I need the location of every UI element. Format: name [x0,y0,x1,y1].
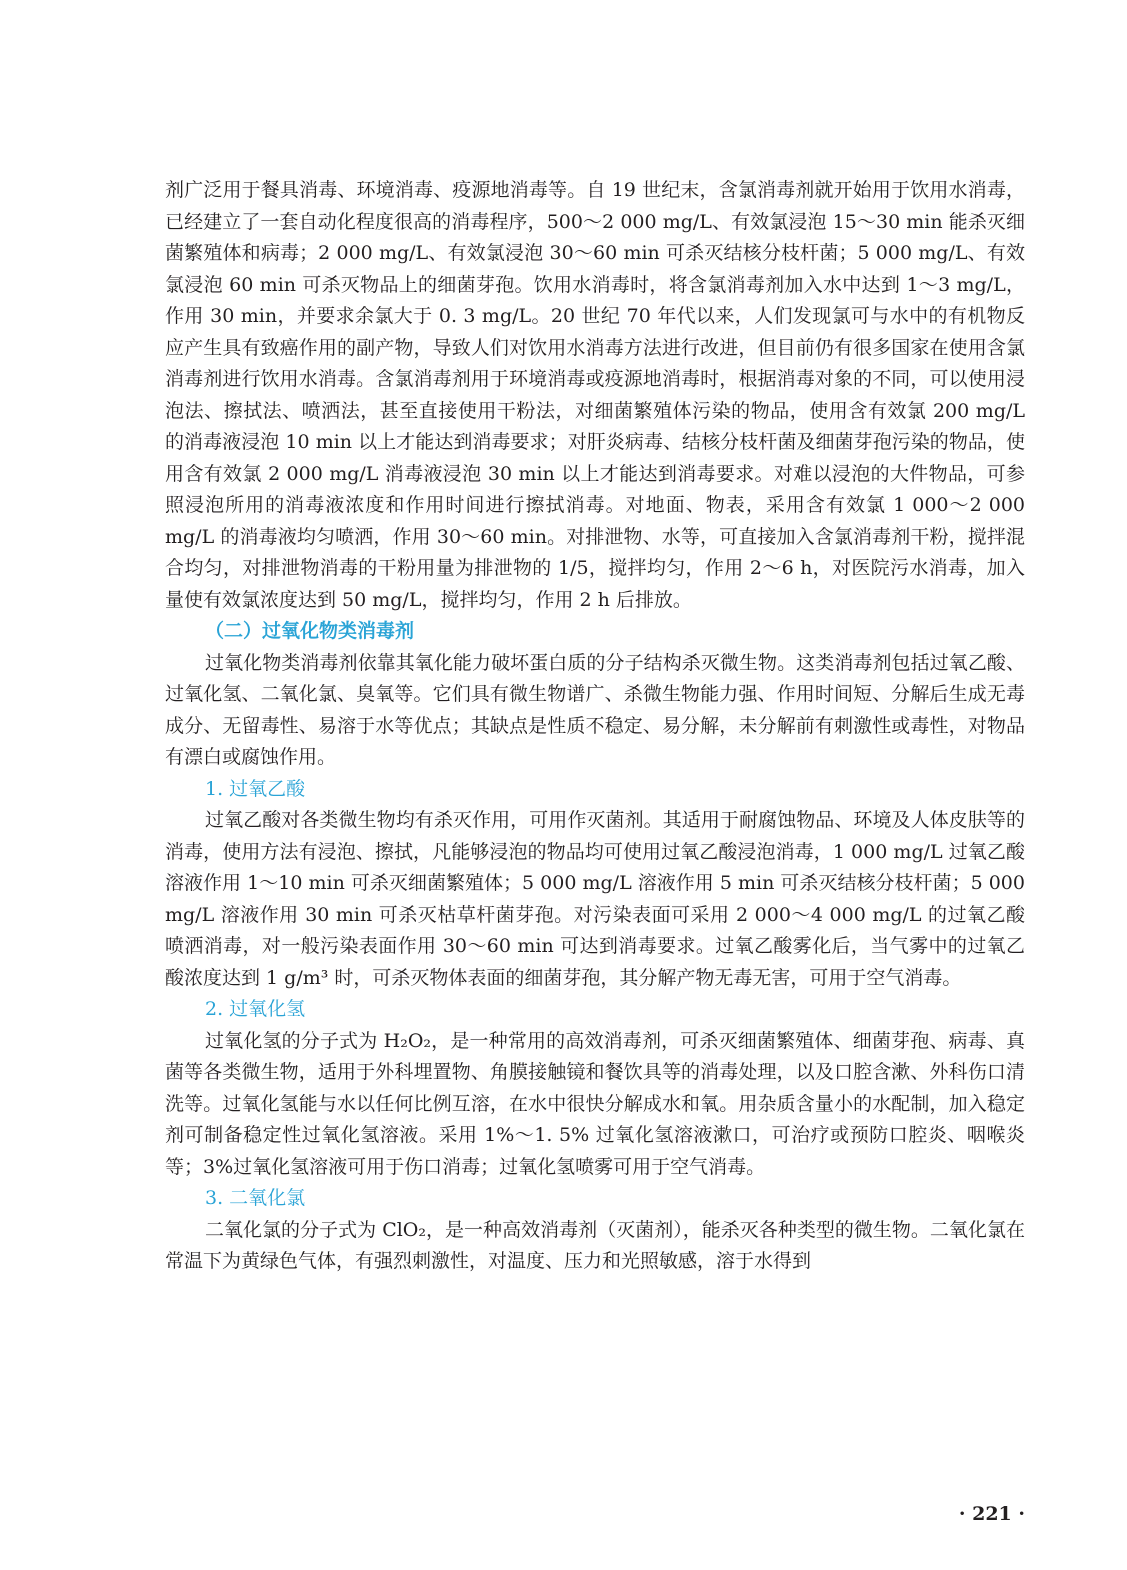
paragraph-chlorine: 剂广泛用于餐具消毒、环境消毒、疫源地消毒等。自 19 世纪末，含氯消毒剂就开始用于饮用水消毒，已经建立了一套自动化程度很高的消毒程序，500～2 000 mg/L、有效氯浸泡 15～30 min 能杀灭细菌繁殖体和病毒；2 000 mg/L、有效氯浸泡 30～60 min 可杀灭结核分枝杆菌；5 000 mg/L、有效氯浸泡 60 min 可杀灭物品上的细菌芽孢。饮用水消毒时，将含氯消毒剂加入水中达到 1～3 mg/L，作用 30 min，并要求余氯大于 0. 3 mg/L。20 世纪 70 年代以来，人们发现氯可与水中的有机物反应产生具有致癌作用的副产物，导致人们对饮用水消毒方法进行改进，但目前仍有很多国家在使用含氯消毒剂进行饮用水消毒。含氯消毒剂用于环境消毒或疫源地消毒时，根据消毒对象的不同，可以使用浸泡法、擦拭法、喷洒法，甚至直接使用干粉法，对细菌繁殖体污染的物品，使用含有效氯 200 mg/L 的消毒液浸泡 10 min 以上才能达到消毒要求；对肝炎病毒、结核分枝杆菌及细菌芽孢污染的物品，使用含有效氯 2 000 mg/L 消毒液浸泡 30 min 以上才能达到消毒要求。对难以浸泡的大件物品，可参照浸泡所用的消毒液浓度和作用时间进行擦拭消毒。对地面、物表，采用含有效氯 1 000～2 000 mg/L 的消毒液均匀喷洒，作用 30～60 min。对排泄物、水等，可直接加入含氯消毒剂干粉，搅拌混合均匀，对排泄物消毒的干粉用量为排泄物的 1/5，搅拌均匀，作用 2～6 h，对医院污水消毒，加入量使有效氯浓度达到 50 mg/L，搅拌均匀，作用 2 h 后排放。 [165,179,1025,611]
subheading-hydrogen-peroxide: 2. 过氧化氢 [205,998,306,1020]
subheading-peracetic-acid: 1. 过氧乙酸 [205,777,306,800]
page-body [165,175,1025,1278]
paragraph-hydrogen-peroxide: 过氧化氢的分子式为 H₂O₂，是一种常用的高效消毒剂，可杀灭细菌繁殖体、细菌芽孢、病毒、真菌等各类微生物，适用于外科埋置物、角膜接触镜和餐饮具等的消毒处理，以及口腔含漱、外科伤口清洗等。过氧化氢能与水以任何比例互溶，在水中很快分解成水和氧。用杂质含量小的水配制，加入稳定剂可制备稳定性过氧化氢溶液。采用 1%～1. 5% 过氧化氢溶液漱口，可治疗或预防口腔炎、咽喉炎等；3%过氧化氢溶液可用于伤口消毒；过氧化氢喷雾可用于空气消毒。 [165,1029,1025,1178]
paragraph-chlorine-dioxide: 二氧化氯的分子式为 ClO₂，是一种高效消毒剂（灭菌剂），能杀灭各种类型的微生物。二氧化氯在常温下为黄绿色气体，有强烈刺激性，对温度、压力和光照敏感，溶于水得到 [165,1218,1025,1272]
paragraph-peracetic-acid: 过氧乙酸对各类微生物均有杀灭作用，可用作灭菌剂。其适用于耐腐蚀物品、环境及人体皮肤等的消毒，使用方法有浸泡、擦拭，凡能够浸泡的物品均可使用过氧乙酸浸泡消毒，1 000 mg/L 过氧乙酸溶液作用 1～10 min 可杀灭细菌繁殖体；5 000 mg/L 溶液作用 5 min 可杀灭结核分枝杆菌；5 000 mg/L 溶液作用 30 min 可杀灭枯草杆菌芽孢。对污染表面可采用 2 000～4 000 mg/L 的过氧乙酸喷洒消毒，对一般污染表面作用 30～60 min 可达到消毒要求。过氧乙酸雾化后，当气雾中的过氧乙酸浓度达到 1 g/m³ 时，可杀灭物体表面的细菌芽孢，其分解产物无毒无害，可用于空气消毒。 [165,809,1025,989]
section-heading-peroxides: （二）过氧化物类消毒剂 [205,620,415,642]
page-number: · 221 · [958,1503,1025,1525]
subheading-chlorine-dioxide: 3. 二氧化氯 [205,1187,306,1209]
paragraph-peroxides-intro: 过氧化物类消毒剂依靠其氧化能力破坏蛋白质的分子结构杀灭微生物。这类消毒剂包括过氧乙酸、过氧化氢、二氧化氯、臭氧等。它们具有微生物谱广、杀微生物能力强、作用时间短、分解后生成无毒成分、无留毒性、易溶于水等优点；其缺点是性质不稳定、易分解，未分解前有刺激性或毒性，对物品有漂白或腐蚀作用。 [165,651,1025,768]
